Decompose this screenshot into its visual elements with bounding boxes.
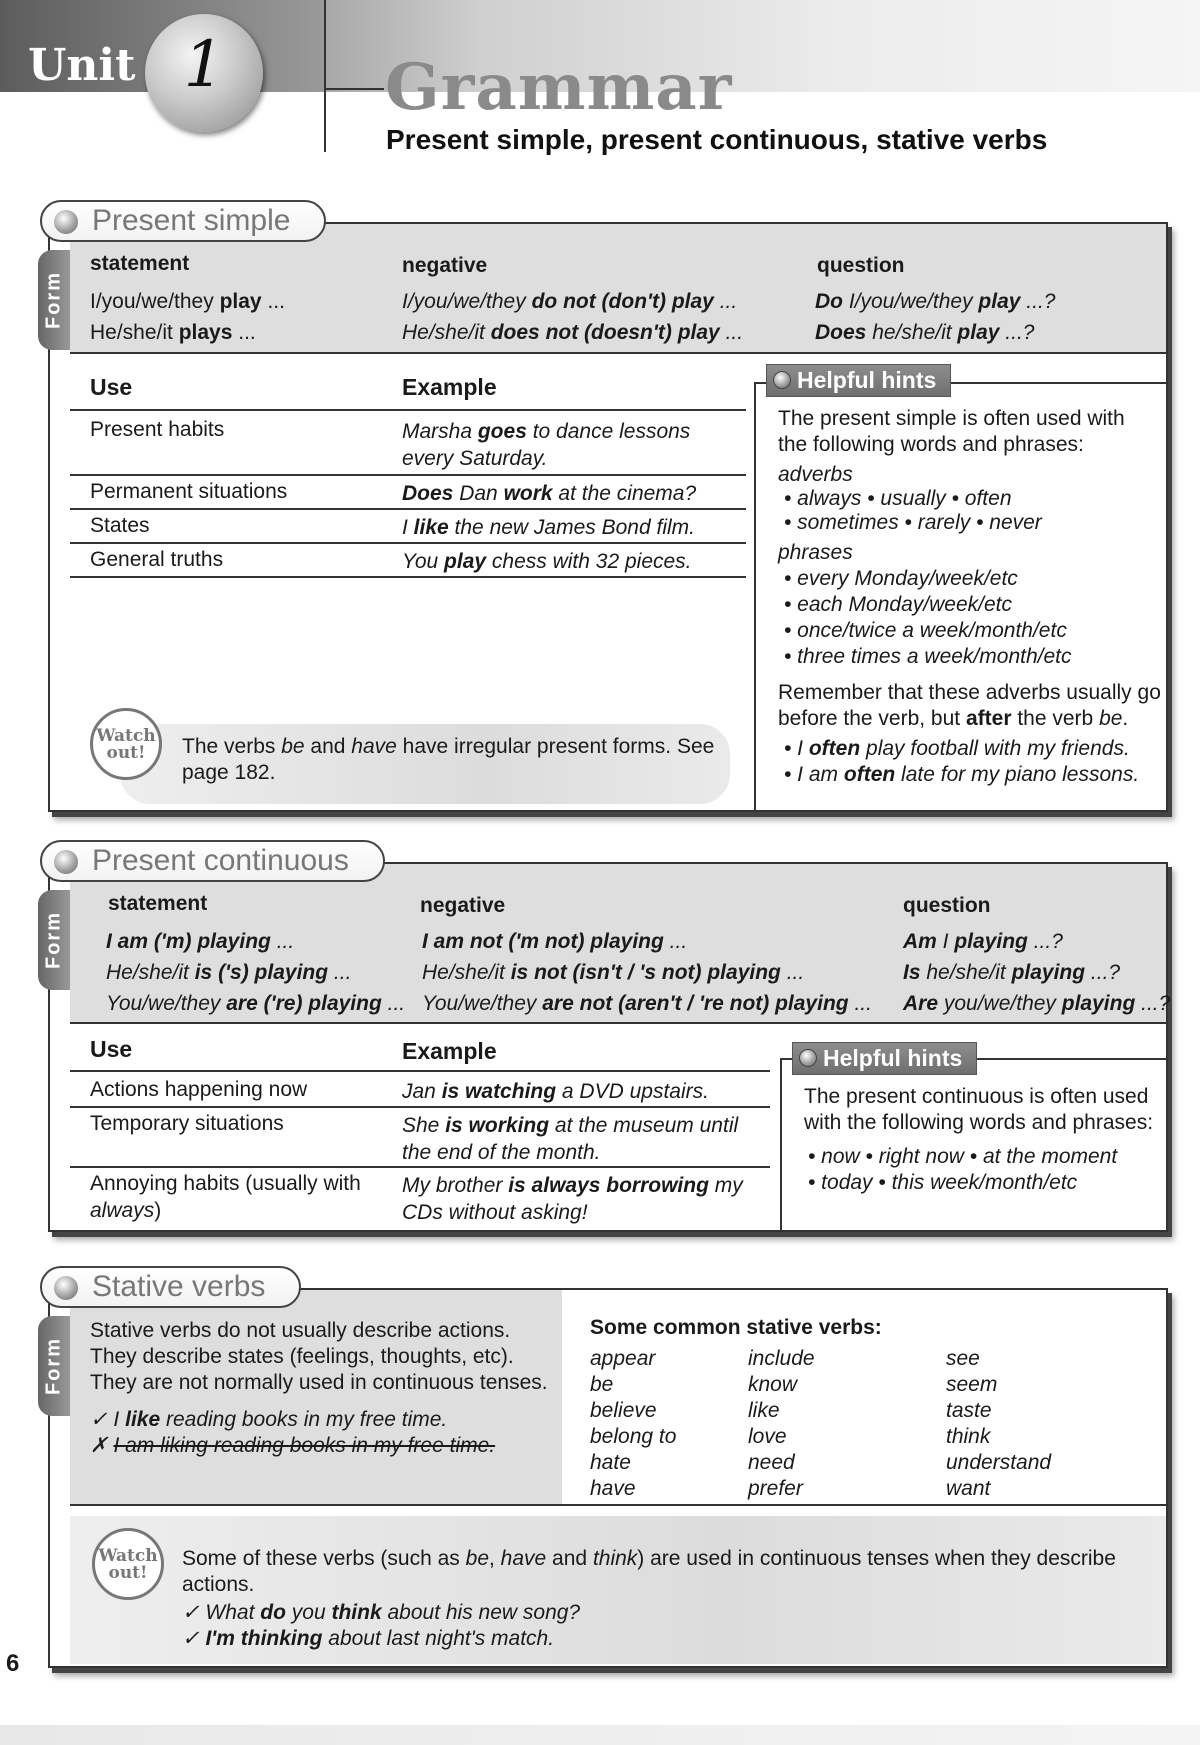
stative-verbs-tab (40, 1266, 301, 1308)
pc-negative-1: I am not ('m not) playing ... (422, 930, 688, 953)
ps-hints-phrase-4: • three times a week/month/etc (784, 645, 1072, 668)
sv-watch-out-text: Some of these verbs (such as be, have and think) are used in continuous tenses when they describe actions. (182, 1547, 1116, 1596)
unit-number: 1 (183, 28, 225, 102)
pc-example-3: My brother is always borrowing my CDs without asking! (402, 1174, 743, 1224)
pc-form-label: Form (42, 911, 65, 969)
pc-negative-header: negative (420, 894, 506, 917)
present-simple-section (48, 222, 1168, 812)
sv-verb: have (590, 1477, 636, 1500)
page-title: Grammar (385, 50, 733, 125)
sv-correct-example: ✓ I like reading books in my free time. (90, 1408, 448, 1431)
present-simple-tab-label: Present simple (92, 204, 291, 237)
ps-example-header: Example (402, 374, 497, 400)
sv-watch-label-1: Watch (98, 1546, 158, 1566)
ps-hints-intro: The present simple is often used with the following words and phrases: (778, 407, 1125, 456)
unit-number-badge (145, 14, 263, 132)
pc-hints-line-2: • today • this week/month/etc (808, 1171, 1078, 1194)
sv-verb: appear (590, 1347, 656, 1370)
pc-hints-title: Helpful hints (823, 1045, 963, 1071)
sv-verb: seem (946, 1373, 998, 1396)
sv-verb: taste (946, 1399, 992, 1422)
sv-watch-label-2: out! (108, 1563, 148, 1583)
sv-list-title: Some common stative verbs: (590, 1316, 882, 1339)
ps-hints-adverbs-1: • always • usually • often (784, 487, 1012, 510)
sv-verb: know (748, 1373, 798, 1396)
header-rule (324, 88, 384, 90)
ps-watch-out-badge (90, 708, 162, 780)
hint-bullet-icon (799, 1049, 817, 1067)
pc-use-rule-0 (70, 1070, 770, 1072)
ps-question-header: question (817, 254, 905, 277)
ps-use-rule-2 (70, 508, 746, 510)
pc-question-1: Am I playing ...? (903, 930, 1063, 953)
pc-helpful-hints-tag (792, 1042, 977, 1075)
present-simple-tab (40, 200, 326, 242)
ps-hints-title: Helpful hints (797, 367, 937, 393)
header-divider (324, 0, 326, 152)
ps-use-rule-0 (70, 409, 746, 411)
ps-use-rule-1 (70, 474, 746, 476)
ps-statement-header: statement (90, 252, 190, 275)
page-subtitle: Present simple, present continuous, stative verbs (386, 124, 1048, 155)
sv-watch-example-2: ✓ I'm thinking about last night's match. (182, 1627, 555, 1650)
page-number: 6 (6, 1650, 20, 1677)
ps-use-3: States (90, 514, 150, 537)
sv-verb: need (748, 1451, 795, 1474)
ps-hints-remember: Remember that these adverbs usually go before the verb, but after the verb be. (778, 681, 1161, 730)
ps-hints-adverbs-2: • sometimes • rarely • never (784, 511, 1042, 534)
pc-hints-line-1: • now • right now • at the moment (808, 1145, 1118, 1168)
tab-bullet-icon (54, 1276, 78, 1300)
ps-negative-1: I/you/we/they do not (don't) play ... (402, 290, 738, 313)
pc-use-header: Use (90, 1036, 133, 1062)
sv-verb: include (748, 1347, 815, 1370)
ps-statement-2: He/she/it plays ... (90, 321, 256, 344)
ps-watch-label-2: out! (106, 743, 146, 763)
ps-negative-header: negative (402, 254, 488, 277)
ps-hints-phrase-2: • each Monday/week/etc (784, 593, 1012, 616)
sv-verb: see (946, 1347, 980, 1370)
tab-bullet-icon (54, 850, 78, 874)
ps-use-rule-3 (70, 542, 746, 544)
ps-form-rule (70, 352, 1166, 354)
ps-helpful-hints-tag (766, 364, 951, 397)
ps-watch-label-1: Watch (96, 726, 156, 746)
sv-verbs-col-2 (748, 1346, 815, 1502)
sv-verb: prefer (748, 1477, 803, 1500)
pc-example-2: She is working at the museum until the end of the month. (402, 1114, 739, 1164)
pc-question-3: Are you/we/they playing ...? (903, 992, 1171, 1015)
ps-use-rule-4 (70, 576, 746, 578)
sv-watch-out-badge (92, 1528, 164, 1600)
hint-bullet-icon (773, 371, 791, 389)
sv-form-label: Form (42, 1337, 65, 1395)
sv-incorrect-text: I am liking reading books in my free time. (113, 1434, 496, 1457)
sv-verb: be (590, 1373, 614, 1396)
ps-example-3: I like the new James Bond film. (402, 516, 695, 539)
ps-use-2: Permanent situations (90, 480, 288, 503)
ps-hints-phrase-1: • every Monday/week/etc (784, 567, 1018, 590)
sv-form-tab (38, 1316, 70, 1416)
pc-question-2: Is he/she/it playing ...? (903, 961, 1121, 984)
sv-rule (70, 1504, 1166, 1506)
ps-form-label: Form (42, 271, 65, 329)
ps-form-tab (38, 250, 70, 350)
ps-hints-phrases-label: phrases (778, 541, 853, 564)
tab-bullet-icon (54, 210, 78, 234)
pc-use-rule-1 (70, 1106, 770, 1108)
sv-incorrect-example (90, 1432, 495, 1459)
pc-use-1: Actions happening now (90, 1078, 308, 1101)
present-continuous-tab (40, 840, 385, 882)
stative-verbs-section (48, 1288, 1168, 1668)
ps-example-4: You play chess with 32 pieces. (402, 550, 692, 573)
pc-hints-intro: The present continuous is often used with the following words and phrases: (804, 1085, 1154, 1134)
sv-verb: believe (590, 1399, 657, 1422)
sv-verb: like (748, 1399, 780, 1422)
pc-negative-3: You/we/they are not (aren't / 're not) playing ... (422, 992, 872, 1015)
pc-question-header: question (903, 894, 991, 917)
sv-verbs-col-3 (946, 1346, 1051, 1502)
pc-use-rule-2 (70, 1166, 770, 1168)
present-continuous-section (48, 862, 1171, 1232)
sv-description: Stative verbs do not usually describe actions. They describe states (feelings, thoughts, etc). They are not normally used in continuous tenses. (90, 1319, 548, 1394)
ps-question-1: Do I/you/we/they play ...? (815, 290, 1056, 313)
sv-verb: want (946, 1477, 991, 1500)
pc-form-tab (38, 890, 70, 990)
sv-incorrect-mark: ✗ (90, 1434, 108, 1457)
sv-verb: hate (590, 1451, 631, 1474)
sv-verb: understand (946, 1451, 1052, 1474)
sv-watch-example-1: ✓ What do you think about his new song? (182, 1601, 581, 1624)
ps-use-header: Use (90, 374, 133, 400)
sv-verb: love (748, 1425, 787, 1448)
pc-form-rule (70, 1022, 1166, 1024)
pc-example-1: Jan is watching a DVD upstairs. (402, 1080, 709, 1103)
ps-hints-example-1: • I often play football with my friends. (784, 737, 1130, 760)
sv-verb: think (946, 1425, 991, 1448)
present-continuous-tab-label: Present continuous (92, 844, 349, 877)
ps-hints-adverbs-label: adverbs (778, 463, 853, 486)
sv-verb: belong to (590, 1425, 677, 1448)
ps-example-2: Does Dan work at the cinema? (402, 482, 697, 505)
ps-use-1: Present habits (90, 418, 225, 441)
ps-hints-example-2: • I am often late for my piano lessons. (784, 763, 1140, 786)
pc-example-header: Example (402, 1038, 497, 1064)
ps-hints-phrase-3: • once/twice a week/month/etc (784, 619, 1067, 642)
pc-statement-3: You/we/they are ('re) playing ... (106, 992, 406, 1015)
pc-statement-header: statement (108, 892, 208, 915)
bottom-band (0, 1725, 1200, 1745)
pc-negative-2: He/she/it is not (isn't / 's not) playing ... (422, 961, 805, 984)
ps-statement-1: I/you/we/they play ... (90, 290, 285, 313)
pc-statement-1: I am ('m) playing ... (106, 930, 295, 953)
pc-statement-2: He/she/it is ('s) playing ... (106, 961, 352, 984)
pc-use-2: Temporary situations (90, 1112, 284, 1135)
sv-verbs-col-1 (590, 1346, 676, 1502)
ps-use-4: General truths (90, 548, 224, 571)
pc-use-3: Annoying habits (usually with always) (90, 1172, 361, 1222)
ps-negative-2: He/she/it does not (doesn't) play ... (402, 321, 744, 344)
stative-verbs-tab-label: Stative verbs (92, 1270, 266, 1303)
ps-example-1: Marsha goes to dance lessons every Saturday. (402, 420, 691, 470)
ps-question-2: Does he/she/it play ...? (815, 321, 1035, 344)
unit-word: Unit (28, 40, 136, 91)
ps-watch-out-text: The verbs be and have have irregular present forms. See page 182. (182, 735, 715, 784)
